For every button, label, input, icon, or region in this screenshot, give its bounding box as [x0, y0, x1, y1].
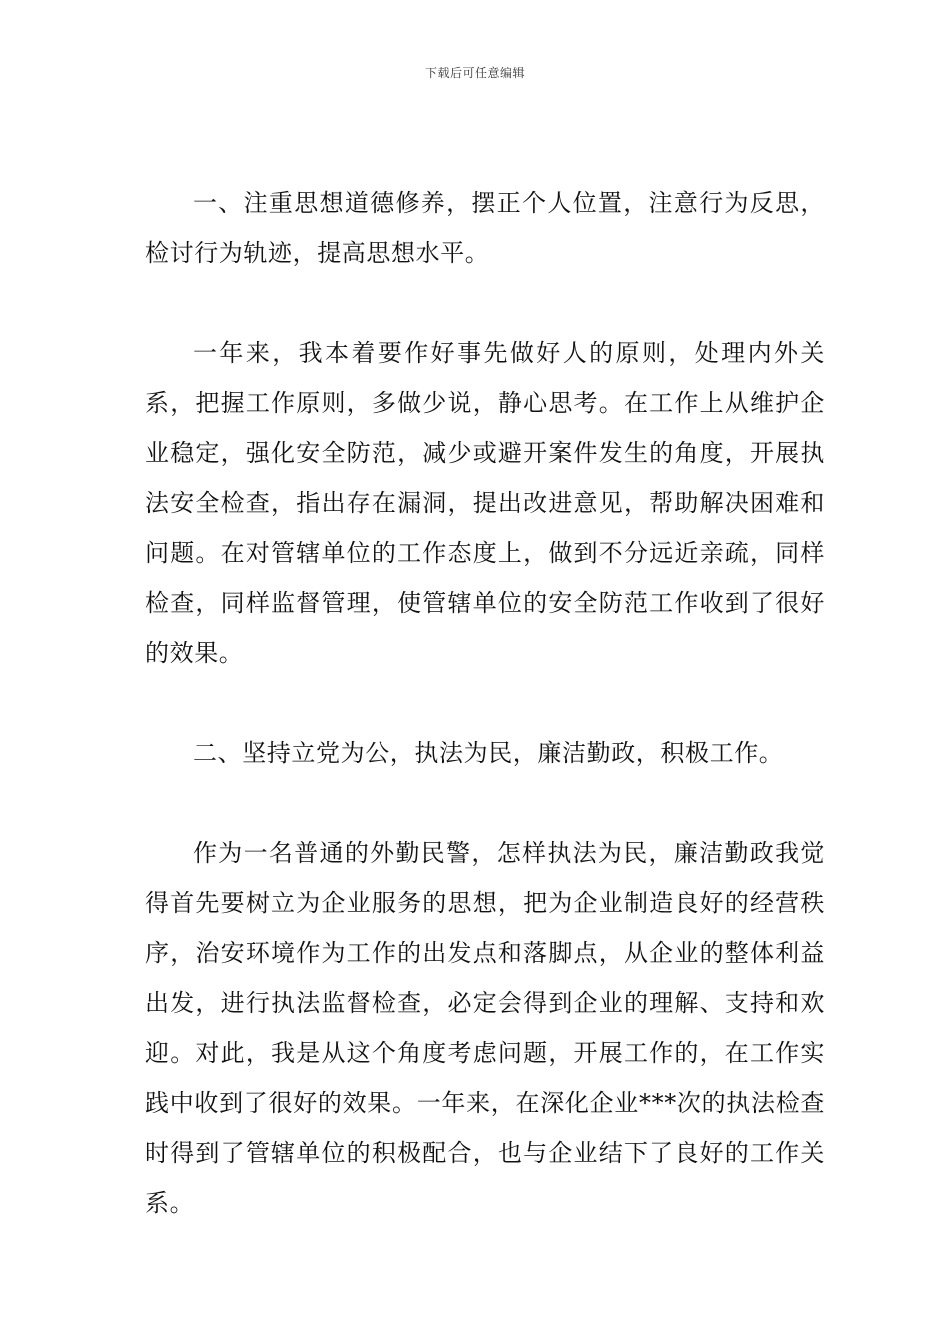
section-heading-1: 一、注重思想道德修养，摆正个人位置，注意行为反思，检讨行为轨迹，提高思想水平。: [145, 189, 825, 267]
page-header: 下载后可任意编辑: [424, 66, 525, 80]
document-body: [145, 178, 825, 1228]
paragraph-spacer: [145, 778, 825, 828]
body-paragraph-2: 作为一名普通的外勤民警，怎样执法为民，廉洁勤政我觉得首先要树立为企业服务的思想，把为企业制造良好的经营秩序，治安环境作为工作的出发点和落脚点，从企业的整体利益出发，进行执法监督检查，必定会得到企业的理解、支持和欢迎。对此，我是从这个角度考虑问题，开展工作的，在工作实践中收到了很好的效果。一年来，在深化企业***次的执法检查时得到了管辖单位的积极配合，也与企业结下了良好的工作关系。: [145, 839, 825, 1217]
section-heading-2: 二、坚持立党为公，执法为民，廉洁勤政，积极工作。: [193, 739, 784, 767]
paragraph-spacer: [145, 678, 825, 728]
paragraph-spacer: [145, 278, 825, 328]
body-paragraph-1: 一年来，我本着要作好事先做好人的原则，处理内外关系，把握工作原则，多做少说，静心思考。在工作上从维护企业稳定，强化安全防范，减少或避开案件发生的角度，开展执法安全检查，指出存在漏洞，提出改进意见，帮助解决困难和问题。在对管辖单位的工作态度上，做到不分远近亲疏，同样检查，同样监督管理，使管辖单位的安全防范工作收到了很好的效果。: [145, 339, 825, 667]
